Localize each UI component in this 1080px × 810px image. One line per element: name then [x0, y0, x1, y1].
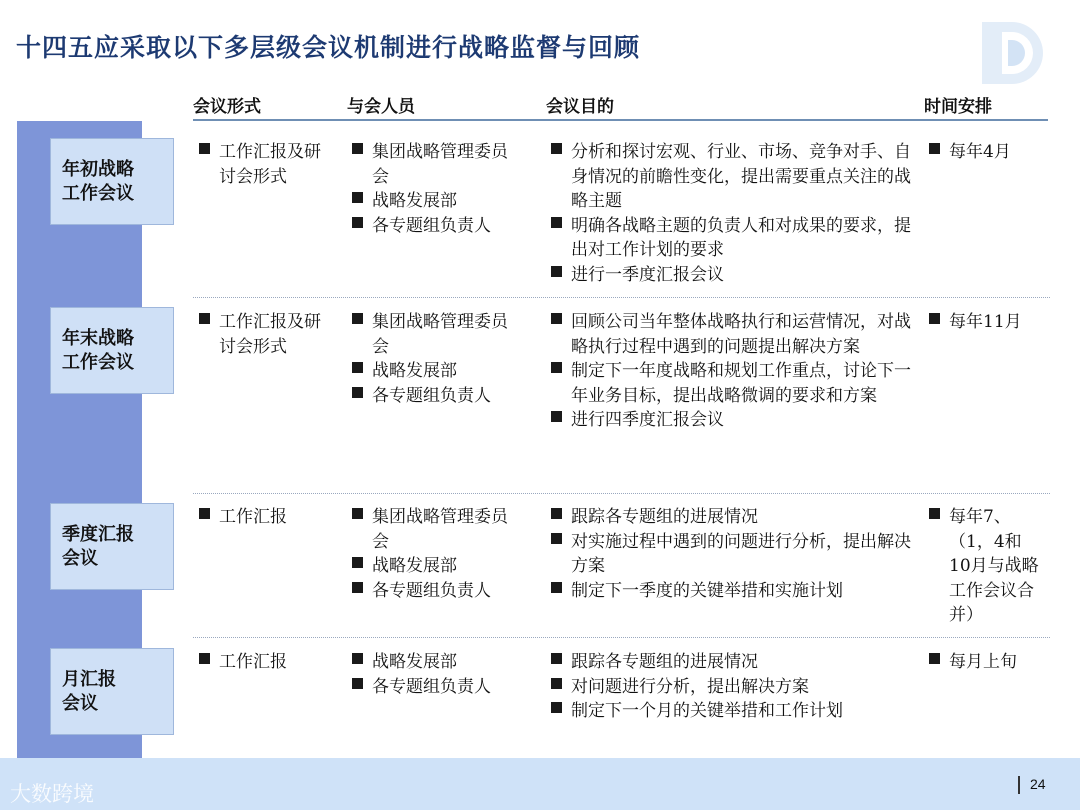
list-item: 集团战略管理委员会: [350, 505, 515, 554]
list-item: 各专题组负责人: [350, 384, 515, 409]
row-divider: [193, 297, 1050, 298]
header-format: 会议形式: [193, 97, 261, 117]
row-participants: [350, 505, 515, 603]
page-number: 24: [1030, 776, 1046, 792]
list-item: 战略发展部: [350, 554, 515, 579]
list-item: 各专题组负责人: [350, 214, 515, 239]
list-item: 制定下一个月的关键举措和工作计划: [549, 699, 917, 724]
list-item: 回顾公司当年整体战略执行和运营情况，对战略执行过程中遇到的问题提出解决方案: [549, 310, 917, 359]
page-number-divider: [1018, 776, 1020, 794]
list-item: 工作汇报: [197, 650, 337, 675]
list-item: 集团战略管理委员会: [350, 140, 515, 189]
list-item: 每月上旬: [927, 650, 1039, 675]
list-item: 跟踪各专题组的进展情况: [549, 650, 917, 675]
header-purpose: 会议目的: [546, 97, 614, 117]
list-item: 工作汇报: [197, 505, 337, 530]
list-item: 制定下一季度的关键举措和实施计划: [549, 579, 917, 604]
list-item: 战略发展部: [350, 650, 515, 675]
list-item: 战略发展部: [350, 189, 515, 214]
row-purpose: [549, 310, 917, 433]
row-divider: [193, 637, 1050, 638]
list-item: 制定下一年度战略和规划工作重点，讨论下一年业务目标，提出战略微调的要求和方案: [549, 359, 917, 408]
row-schedule: [927, 310, 1039, 335]
list-item: 每年4月: [927, 140, 1039, 165]
header-participants: 与会人员: [347, 97, 415, 117]
row-label-line: 月汇报: [62, 668, 116, 690]
row-label-line: 会议: [62, 547, 98, 569]
list-item: 分析和探讨宏观、行业、市场、竞争对手、自身情况的前瞻性变化，提出需要重点关注的战略主题: [549, 140, 917, 214]
list-item: 进行一季度汇报会议: [549, 263, 917, 288]
row-schedule: [927, 505, 1039, 628]
list-item: 对问题进行分析，提出解决方案: [549, 675, 917, 700]
list-item: 明确各战略主题的负责人和对成果的要求，提出对工作计划的要求: [549, 214, 917, 263]
row-label-annual-start: [50, 138, 174, 225]
list-item: 各专题组负责人: [350, 675, 515, 700]
row-divider: [193, 493, 1050, 494]
list-item: 工作汇报及研讨会形式: [197, 140, 337, 189]
footer-band: [0, 758, 1080, 810]
list-item: 工作汇报及研讨会形式: [197, 310, 337, 359]
row-label-line: 工作会议: [62, 351, 134, 373]
row-format: [197, 650, 337, 675]
row-purpose: [549, 650, 917, 724]
row-schedule: [927, 650, 1039, 675]
header-schedule: 时间安排: [924, 97, 992, 117]
row-participants: [350, 310, 515, 408]
list-item: 对实施过程中遇到的问题进行分析，提出解决方案: [549, 530, 917, 579]
header-divider: [193, 119, 1048, 121]
page-title: 十四五应采取以下多层级会议机制进行战略监督与回顾: [16, 33, 641, 62]
row-format: [197, 310, 337, 359]
row-format: [197, 505, 337, 530]
row-label-quarterly: [50, 503, 174, 590]
list-item: 跟踪各专题组的进展情况: [549, 505, 917, 530]
row-label-line: 季度汇报: [62, 523, 134, 545]
list-item: 各专题组负责人: [350, 579, 515, 604]
row-label-annual-end: [50, 307, 174, 394]
row-label-line: 年末战略: [62, 327, 134, 349]
row-label-line: 年初战略: [62, 158, 134, 180]
list-item: 集团战略管理委员会: [350, 310, 515, 359]
brand-logo-icon: [978, 18, 1056, 88]
row-label-line: 会议: [62, 692, 98, 714]
list-item: 战略发展部: [350, 359, 515, 384]
row-schedule: [927, 140, 1039, 165]
row-format: [197, 140, 337, 189]
row-participants: [350, 650, 515, 699]
row-purpose: [549, 505, 917, 603]
list-item: 进行四季度汇报会议: [549, 408, 917, 433]
watermark-logo: 大数跨境: [10, 782, 94, 806]
row-participants: [350, 140, 515, 238]
row-purpose: [549, 140, 917, 288]
row-label-monthly: [50, 648, 174, 735]
list-item: 每年7、（1，4和10月与战略工作会议合并）: [927, 505, 1039, 628]
list-item: 每年11月: [927, 310, 1039, 335]
row-label-line: 工作会议: [62, 182, 134, 204]
